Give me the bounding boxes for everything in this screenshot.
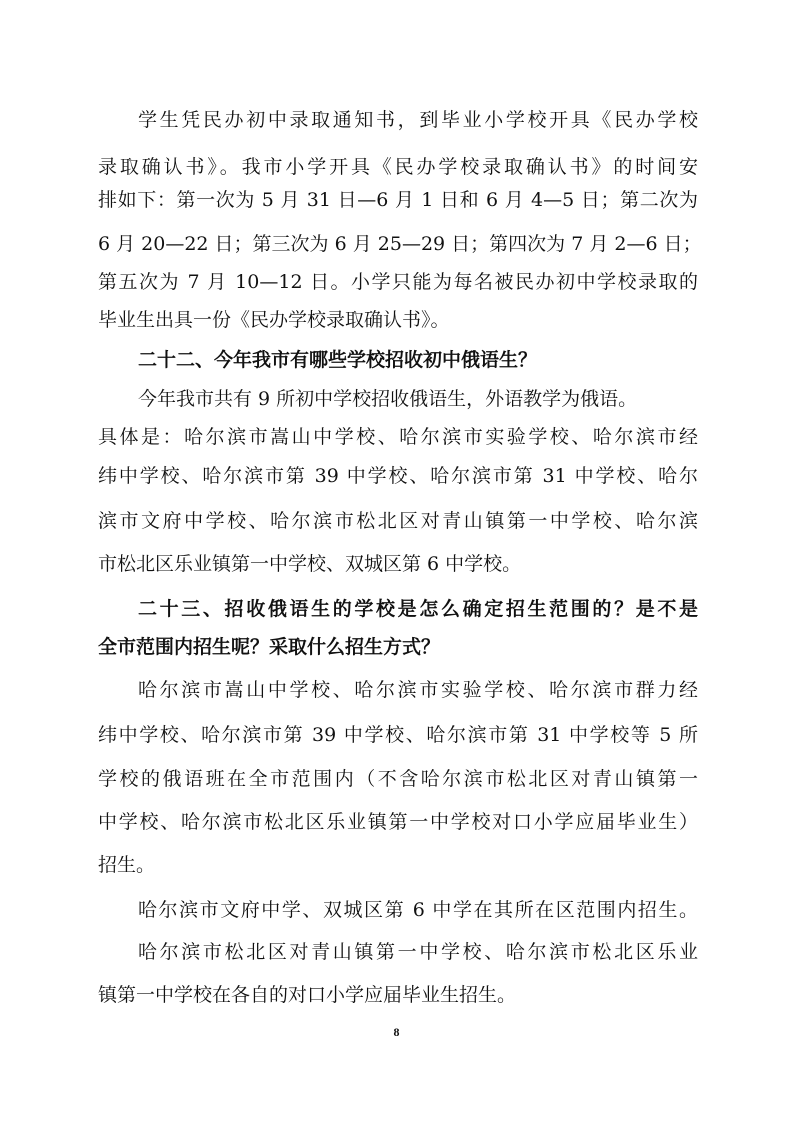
paragraph-line: 哈尔滨市文府中学、双城区第 6 中学在其所在区范围内招生。 [138, 899, 698, 921]
paragraph-line: 纬中学校、哈尔滨市第 39 中学校、哈尔滨市第 31 中学校等 5 所 [98, 724, 698, 746]
section-heading: 二十三、招收俄语生的学校是怎么确定招生范围的？是不是 [138, 598, 698, 620]
paragraph-line: 今年我市共有 9 所初中学校招收俄语生，外语教学为俄语。 [138, 388, 638, 410]
paragraph-line: 哈尔滨市嵩山中学校、哈尔滨市实验学校、哈尔滨市群力经 [138, 679, 698, 701]
paragraph-line: 毕业生出具一份《民办学校录取确认书》。 [98, 309, 450, 331]
paragraph-line: 镇第一中学校在各自的对口小学应届毕业生招生。 [98, 984, 517, 1006]
paragraph-line: 学生凭民办初中录取通知书，到毕业小学校开具《民办学校 [138, 109, 698, 131]
paragraph-line: 中学校、哈尔滨市松北区乐业镇第一中学校对口小学应届毕业生） [98, 811, 698, 833]
paragraph-line: 具体是：哈尔滨市嵩山中学校、哈尔滨市实验学校、哈尔滨市经 [98, 426, 698, 448]
page-number: 8 [393, 1025, 400, 1039]
section-heading: 全市范围内招生呢？采取什么招生方式？ [98, 636, 441, 658]
paragraph-line: 排如下：第一次为 5 月 31 日—6 月 1 日和 6 月 4—5 日；第二次为 [98, 189, 698, 211]
paragraph-line: 市松北区乐业镇第一中学校、双城区第 6 中学校。 [98, 553, 522, 575]
paragraph-line: 第五次为 7 月 10—12 日。小学只能为每名被民办初中学校录取的 [98, 271, 698, 293]
paragraph-line: 学校的俄语班在全市范围内（不含哈尔滨市松北区对青山镇第一 [98, 768, 698, 790]
section-heading: 二十二、今年我市有哪些学校招收初中俄语生？ [138, 349, 538, 371]
paragraph-line: 滨市文府中学校、哈尔滨市松北区对青山镇第一中学校、哈尔滨 [98, 510, 698, 532]
paragraph-line: 纬中学校、哈尔滨市第 39 中学校、哈尔滨市第 31 中学校、哈尔 [98, 465, 698, 487]
paragraph-line: 招生。 [98, 854, 156, 876]
paragraph-line: 录取确认书》。我市小学开具《民办学校录取确认书》的时间安 [98, 156, 698, 178]
paragraph-line: 6 月 20—22 日；第三次为 6 月 25—29 日；第四次为 7 月 2—6 日； [98, 233, 702, 255]
paragraph-line: 哈尔滨市松北区对青山镇第一中学校、哈尔滨市松北区乐业 [138, 941, 698, 963]
